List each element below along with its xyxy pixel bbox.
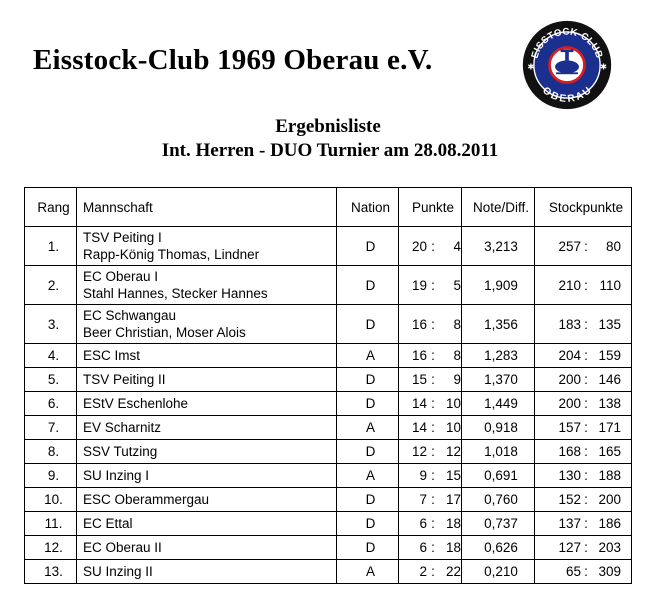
rang-cell: 4.	[25, 344, 77, 368]
nation-cell: A	[337, 416, 399, 440]
team-name: EStV Eschenlohe	[83, 396, 189, 411]
punkte-won: 14	[411, 420, 427, 435]
rang-cell: 5.	[25, 368, 77, 392]
table-row	[25, 536, 632, 560]
stockpunkte-for: 210	[558, 277, 581, 293]
team-cell	[77, 416, 337, 440]
punkte-won: 9	[419, 468, 427, 483]
team-name: SSV Tutzing	[83, 444, 158, 459]
stockpunkte-cell	[535, 536, 632, 560]
logo-bottom-text: OBERAU	[540, 85, 594, 105]
stockpunkte-cell	[535, 440, 632, 464]
stockpunkte-for: 204	[558, 348, 581, 363]
table-row	[25, 488, 632, 512]
punkte-cell	[399, 416, 462, 440]
nation-cell: D	[337, 440, 399, 464]
team-cell	[77, 344, 337, 368]
punkte-won: 14	[411, 396, 427, 411]
note-diff-cell: 0,626	[462, 536, 535, 560]
team-cell	[77, 512, 337, 536]
team-name: TSV Peiting II	[83, 372, 166, 387]
stockpunkte-cell	[535, 392, 632, 416]
team-cell	[77, 488, 337, 512]
stockpunkte-for: 200	[558, 396, 581, 411]
stockpunkte-cell	[535, 488, 632, 512]
team-players: Stahl Hannes, Stecker Hannes	[83, 286, 268, 301]
table-row	[25, 512, 632, 536]
punkte-cell	[399, 488, 462, 512]
table-header-row	[25, 188, 632, 227]
stockpunkte-separator: :	[584, 396, 588, 411]
punkte-cell	[399, 512, 462, 536]
stockpunkte-cell	[535, 512, 632, 536]
note-diff-cell: 1,449	[462, 392, 535, 416]
table-row	[25, 227, 632, 266]
team-cell	[77, 464, 337, 488]
table-row	[25, 416, 632, 440]
punkte-won: 16	[411, 348, 427, 363]
team-name: SU Inzing I	[83, 468, 150, 483]
rang-cell: 7.	[25, 416, 77, 440]
rang-cell: 8.	[25, 440, 77, 464]
nation-cell: D	[337, 392, 399, 416]
table-row	[25, 440, 632, 464]
team-cell	[77, 440, 337, 464]
stockpunkte-against: 188	[598, 468, 621, 483]
stockpunkte-against: 186	[598, 516, 621, 531]
note-diff-cell: 3,213	[462, 227, 535, 266]
team-players: Rapp-König Thomas, Lindner	[83, 247, 260, 262]
nation-cell: D	[337, 266, 399, 305]
punkte-lost: 12	[445, 444, 461, 459]
punkte-separator: :	[431, 348, 435, 363]
stockpunkte-cell	[535, 344, 632, 368]
stockpunkte-for: 183	[558, 316, 581, 332]
nation-cell: D	[337, 227, 399, 266]
punkte-separator: :	[431, 444, 435, 459]
rang-cell: 13.	[25, 560, 77, 584]
table-row	[25, 344, 632, 368]
punkte-cell	[399, 440, 462, 464]
table-row	[25, 392, 632, 416]
punkte-lost: 8	[453, 316, 461, 332]
punkte-separator: :	[431, 540, 435, 555]
punkte-lost: 17	[445, 492, 461, 507]
team-name: ESC Oberammergau	[83, 492, 210, 507]
nation-cell: A	[337, 464, 399, 488]
stockpunkte-against: 159	[598, 348, 621, 363]
stockpunkte-for: 157	[558, 420, 581, 435]
team-name: ESC Imst	[83, 348, 141, 363]
stockpunkte-cell	[535, 227, 632, 266]
rang-cell: 1.	[25, 227, 77, 266]
table-row	[25, 305, 632, 344]
nation-cell: A	[337, 560, 399, 584]
nation-cell: D	[337, 305, 399, 344]
stockpunkte-for: 130	[558, 468, 581, 483]
logo-star-right-icon: ✱	[600, 61, 608, 72]
table-row	[25, 464, 632, 488]
note-diff-cell: 0,691	[462, 464, 535, 488]
team-cell	[77, 392, 337, 416]
stockpunkte-cell	[535, 266, 632, 305]
punkte-separator: :	[431, 396, 435, 411]
stockpunkte-separator: :	[584, 238, 588, 254]
team-cell	[77, 305, 337, 344]
stockpunkte-for: 137	[558, 516, 581, 531]
rang-cell: 12.	[25, 536, 77, 560]
punkte-lost: 15	[445, 468, 461, 483]
column-header-nation: Nation	[337, 188, 399, 227]
punkte-separator: :	[431, 277, 435, 293]
note-diff-cell: 0,737	[462, 512, 535, 536]
punkte-lost: 18	[445, 540, 461, 555]
table-row	[25, 368, 632, 392]
document-subtitle: Int. Herren - DUO Turnier am 28.08.2011	[161, 140, 499, 161]
stockpunkte-cell	[535, 560, 632, 584]
table-row	[25, 560, 632, 584]
punkte-won: 7	[419, 492, 427, 507]
punkte-won: 12	[411, 444, 427, 459]
note-diff-cell: 1,283	[462, 344, 535, 368]
punkte-separator: :	[431, 468, 435, 483]
punkte-separator: :	[431, 316, 435, 332]
stockpunkte-for: 200	[558, 372, 581, 387]
punkte-cell	[399, 344, 462, 368]
punkte-lost: 10	[445, 396, 461, 411]
team-cell	[77, 560, 337, 584]
nation-cell: D	[337, 512, 399, 536]
stockpunkte-separator: :	[584, 516, 588, 531]
note-diff-cell: 0,210	[462, 560, 535, 584]
punkte-separator: :	[431, 372, 435, 387]
punkte-cell	[399, 392, 462, 416]
team-players: Beer Christian, Moser Alois	[83, 325, 246, 340]
team-cell	[77, 368, 337, 392]
stockpunkte-against: 80	[605, 238, 621, 254]
note-diff-cell: 0,918	[462, 416, 535, 440]
punkte-won: 6	[419, 516, 427, 531]
stockpunkte-separator: :	[584, 468, 588, 483]
punkte-lost: 10	[445, 420, 461, 435]
stockpunkte-for: 152	[558, 492, 581, 507]
team-cell	[77, 227, 337, 266]
note-diff-cell: 1,356	[462, 305, 535, 344]
stockpunkte-cell	[535, 305, 632, 344]
rang-cell: 10.	[25, 488, 77, 512]
column-header-note-diff: Note/Diff.	[462, 188, 535, 227]
stockpunkte-separator: :	[584, 372, 588, 387]
punkte-won: 15	[411, 372, 427, 387]
team-name: TSV Peiting I	[83, 230, 162, 245]
team-name: EV Scharnitz	[83, 420, 162, 435]
punkte-separator: :	[431, 564, 435, 579]
nation-cell: D	[337, 368, 399, 392]
stockpunkte-against: 146	[598, 372, 621, 387]
column-header-stockpunkte: Stockpunkte	[535, 188, 632, 227]
punkte-won: 19	[411, 277, 427, 293]
nation-cell: D	[337, 488, 399, 512]
punkte-won: 2	[419, 564, 427, 579]
rang-cell: 2.	[25, 266, 77, 305]
rang-cell: 11.	[25, 512, 77, 536]
stockpunkte-against: 203	[598, 540, 621, 555]
stockpunkte-against: 110	[599, 277, 621, 293]
stockpunkte-against: 135	[598, 316, 621, 332]
team-cell	[77, 536, 337, 560]
punkte-cell	[399, 560, 462, 584]
stockpunkte-for: 168	[558, 444, 581, 459]
punkte-lost: 22	[445, 564, 461, 579]
team-name: EC Oberau I	[83, 269, 159, 284]
punkte-won: 6	[419, 540, 427, 555]
punkte-lost: 8	[453, 348, 461, 363]
punkte-separator: :	[431, 238, 435, 254]
punkte-lost: 4	[453, 238, 461, 254]
rang-cell: 9.	[25, 464, 77, 488]
stockpunkte-cell	[535, 416, 632, 440]
stockpunkte-separator: :	[584, 492, 588, 507]
stockpunkte-separator: :	[584, 348, 588, 363]
note-diff-cell: 1,909	[462, 266, 535, 305]
column-header-punkte: Punkte	[399, 188, 462, 227]
punkte-lost: 18	[445, 516, 461, 531]
punkte-cell	[399, 266, 462, 305]
stockpunkte-cell	[535, 464, 632, 488]
document-title: Ergebnisliste	[275, 116, 381, 137]
club-title: Eisstock-Club 1969 Oberau e.V.	[33, 44, 433, 76]
punkte-won: 20	[411, 238, 427, 254]
stockpunkte-separator: :	[584, 444, 588, 459]
stockpunkte-against: 171	[598, 420, 621, 435]
punkte-separator: :	[431, 492, 435, 507]
stockpunkte-for: 65	[565, 564, 581, 579]
stockpunkte-against: 309	[598, 564, 621, 579]
stockpunkte-separator: :	[584, 277, 588, 293]
logo-star-left-icon: ✱	[527, 61, 535, 72]
rang-cell: 6.	[25, 392, 77, 416]
note-diff-cell: 1,370	[462, 368, 535, 392]
stockpunkte-for: 127	[558, 540, 581, 555]
note-diff-cell: 1,018	[462, 440, 535, 464]
punkte-cell	[399, 464, 462, 488]
punkte-cell	[399, 227, 462, 266]
club-logo	[521, 19, 613, 111]
column-header-rang: Rang	[25, 188, 77, 227]
rang-cell: 3.	[25, 305, 77, 344]
team-name: EC Schwangau	[83, 308, 177, 323]
table-row	[25, 266, 632, 305]
stockpunkte-for: 257	[558, 238, 581, 254]
column-header-mannschaft: Mannschaft	[77, 188, 337, 227]
punkte-cell	[399, 305, 462, 344]
logo-top-text: EISSTOCK-CLUB	[529, 26, 605, 60]
team-name: EC Ettal	[83, 516, 133, 531]
stockpunkte-against: 200	[598, 492, 621, 507]
nation-cell: D	[337, 536, 399, 560]
stockpunkte-separator: :	[584, 540, 588, 555]
team-name: SU Inzing II	[83, 564, 153, 579]
punkte-separator: :	[431, 420, 435, 435]
stockpunkte-separator: :	[584, 420, 588, 435]
punkte-lost: 5	[453, 277, 461, 293]
punkte-lost: 9	[453, 372, 461, 387]
results-table	[24, 187, 632, 584]
stockpunkte-separator: :	[584, 316, 588, 332]
punkte-cell	[399, 536, 462, 560]
punkte-cell	[399, 368, 462, 392]
note-diff-cell: 0,760	[462, 488, 535, 512]
stockpunkte-against: 165	[598, 444, 621, 459]
punkte-separator: :	[431, 516, 435, 531]
stockpunkte-cell	[535, 368, 632, 392]
team-name: EC Oberau II	[83, 540, 162, 555]
stockpunkte-separator: :	[584, 564, 588, 579]
stockpunkte-against: 138	[598, 396, 621, 411]
nation-cell: A	[337, 344, 399, 368]
punkte-won: 16	[411, 316, 427, 332]
team-cell	[77, 266, 337, 305]
